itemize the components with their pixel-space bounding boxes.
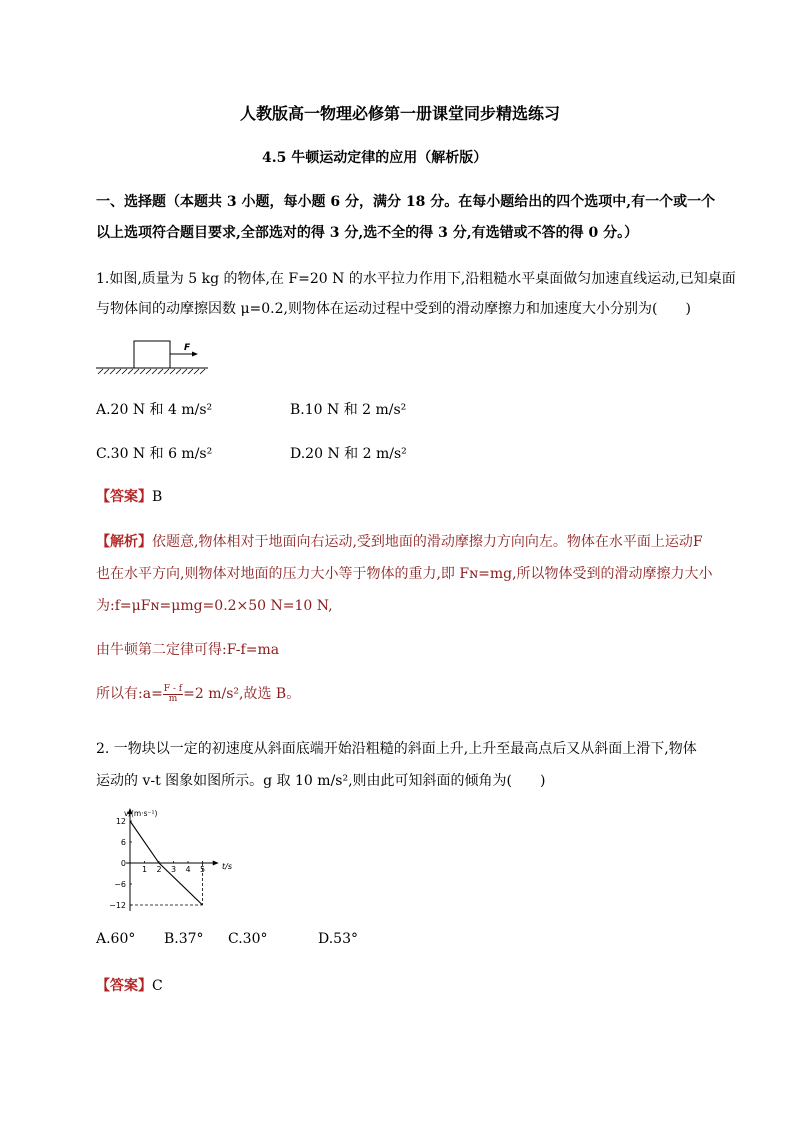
y-axis-label: v/(m·s⁻¹) (124, 809, 158, 818)
q1-stem-line2: 与物体间的动摩擦因数 μ=0.2,则物体在运动过程中受到的滑动摩擦力和加速度大小分别为( ) (96, 301, 691, 317)
fraction-denominator: m (168, 693, 178, 704)
q1-stem-line1: 1.如图,质量为 5 kg 的物体,在 F=20 N 的水平拉力作用下,沿粗糙水平桌面做匀加速直线运动,已知桌面 (96, 271, 736, 287)
x-tick-label: 1 (142, 865, 148, 874)
answer-tag: 【答案】 (96, 978, 152, 994)
force-label: F (184, 343, 191, 353)
x-axis-arrow (213, 861, 219, 866)
q1-option-c: C.30 N 和 6 m/s² (96, 446, 213, 462)
y-tick-label: 12 (115, 817, 126, 826)
formula-prefix: 所以有:a= (96, 686, 163, 702)
section-heading-line1: 一、选择题（本题共 3 小题，每小题 6 分，满分 18 分。在每小题给出的四个选项中,有一个或一个 (96, 194, 716, 210)
vt-graph (94, 805, 244, 915)
x-tick-label: 2 (156, 865, 162, 874)
x-tick-label: 4 (185, 865, 191, 874)
q2-option-a: A.60° (96, 931, 136, 947)
q2-stem-line1: 2. 一物块以一定的初速度从斜面底端开始沿粗糙的斜面上升,上升至最高点后又从斜面上滑下,物体 (96, 741, 697, 757)
x-axis-label: t/s (222, 862, 232, 871)
q1-option-b: B.10 N 和 2 m/s² (290, 402, 407, 418)
q1-analysis-line2: 也在水平方向,则物体对地面的压力大小等于物体的重力,即 Fɴ=mg,所以物体受到的滑动摩擦力大小 (96, 566, 713, 582)
q1-analysis-line4: 由牛顿第二定律可得:F-f=ma (96, 642, 280, 658)
block (134, 341, 170, 368)
formula-fraction (163, 685, 183, 704)
analysis-tag: 【解析】 (96, 534, 152, 550)
answer-value: B (152, 489, 163, 505)
q1-analysis-line1 (96, 531, 703, 551)
y-tick-label: 6 (120, 838, 126, 847)
y-tick-label: −12 (109, 901, 126, 910)
q2-answer (96, 975, 163, 995)
q1-analysis-line5 (96, 683, 300, 704)
q1-analysis-line3: 为:f=μFɴ=μmg=0.2×50 N=10 N, (96, 598, 333, 614)
document-subtitle: 4.5 牛顿运动定律的应用（解析版） (262, 150, 488, 166)
y-tick-label: −6 (114, 880, 126, 889)
ground-hatching (98, 369, 205, 374)
y-tick-label: 0 (120, 859, 126, 868)
x-tick-label: 5 (200, 865, 206, 874)
q1-option-d: D.20 N 和 2 m/s² (290, 446, 407, 462)
answer-tag: 【答案】 (96, 489, 152, 505)
q1-block-figure (94, 336, 210, 378)
formula-suffix: =2 m/s²,故选 B。 (183, 686, 301, 702)
answer-value: C (152, 978, 163, 994)
q2-option-d: D.53° (318, 931, 358, 947)
q1-answer (96, 486, 162, 506)
q2-option-b: B.37° (164, 931, 204, 947)
q2-stem-line2: 运动的 v-t 图象如图所示。g 取 10 m/s²,则由此可知斜面的倾角为( ) (96, 773, 546, 789)
analysis-text: 依题意,物体相对于地面向右运动,受到地面的滑动摩擦力方向向左。物体在水平面上运动F (152, 534, 703, 550)
document-title: 人教版高一物理必修第一册课堂同步精选练习 (240, 104, 561, 123)
fraction-numerator: F - f (163, 683, 183, 694)
q1-option-a: A.20 N 和 4 m/s² (96, 402, 213, 418)
x-tick-label: 3 (171, 865, 177, 874)
section-heading-line2: 以上选项符合题目要求,全部选对的得 3 分,选不全的得 3 分,有选错或不答的得 0 分。） (96, 225, 639, 241)
q2-option-c: C.30° (228, 931, 268, 947)
